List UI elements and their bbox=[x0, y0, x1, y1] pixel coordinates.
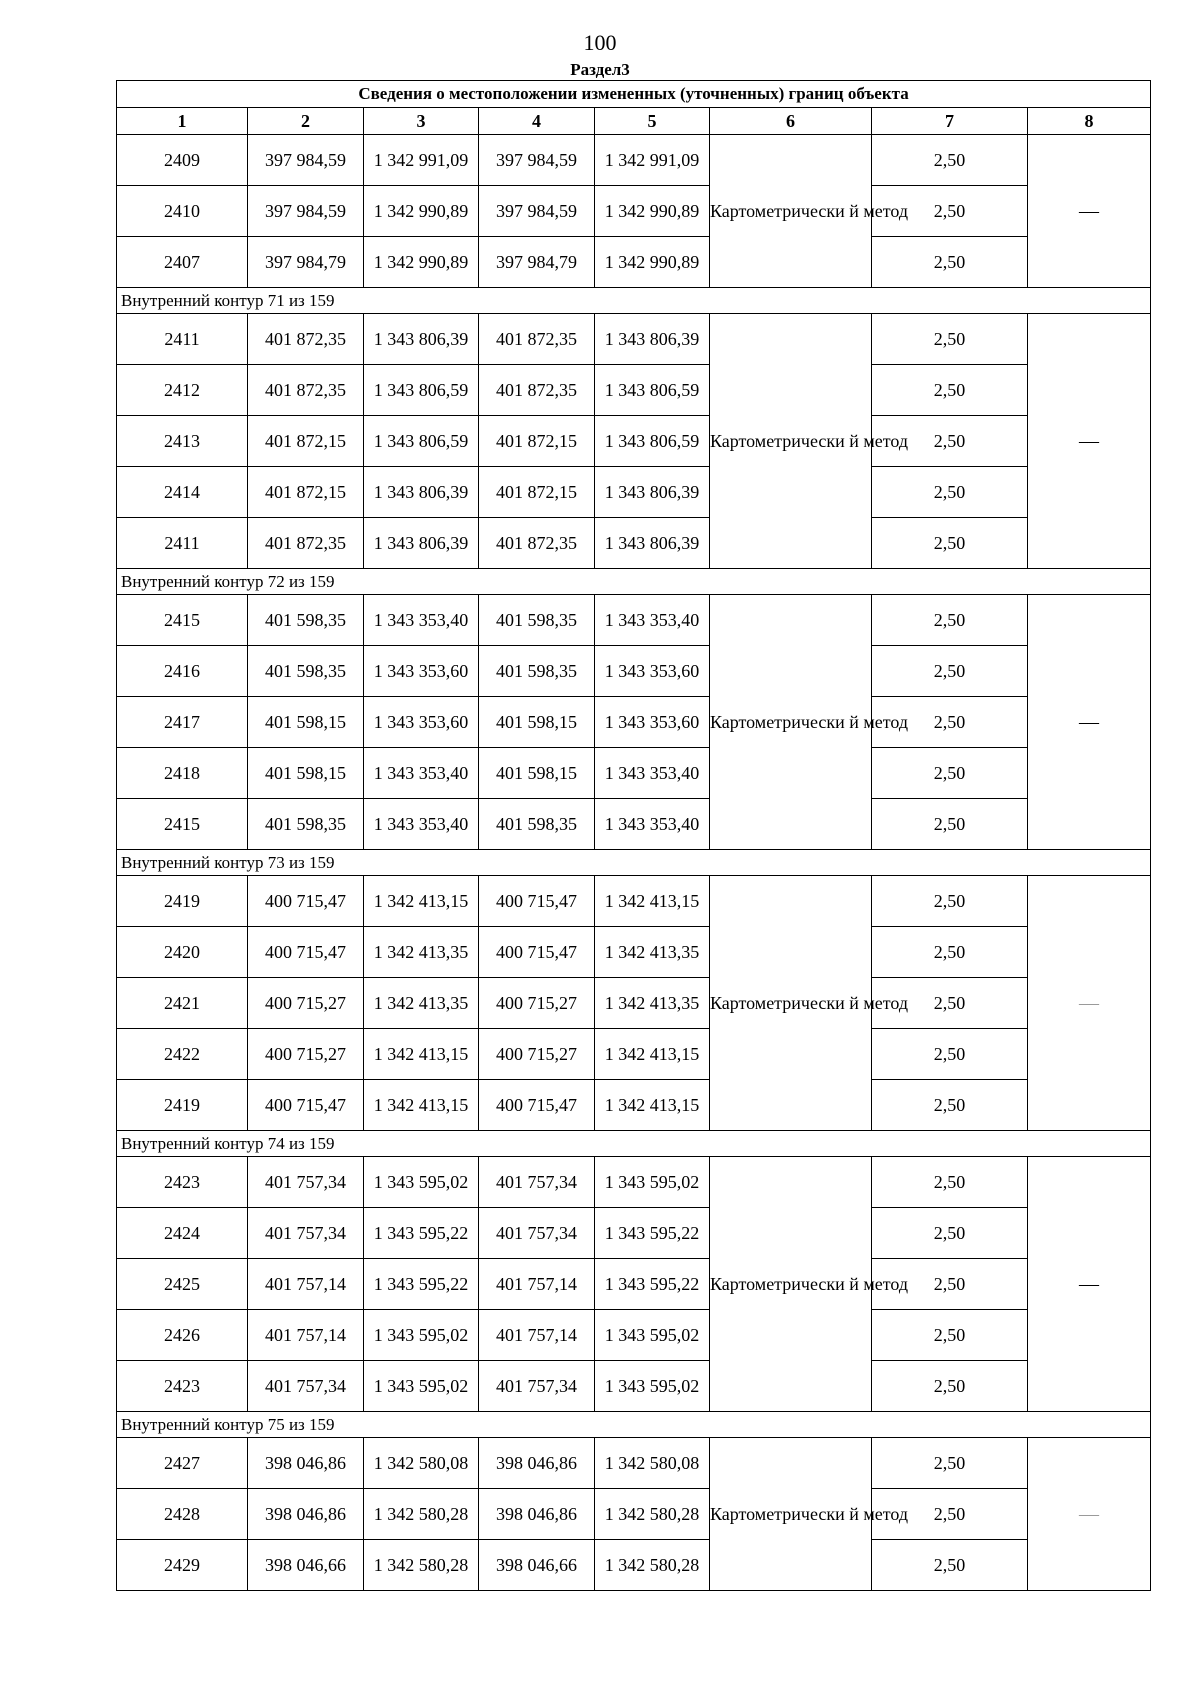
x-coordinate-cell: 401 757,34 bbox=[248, 1208, 364, 1259]
x-coordinate-new-cell: 401 598,15 bbox=[479, 697, 595, 748]
y-coordinate-cell: 1 342 413,35 bbox=[364, 978, 479, 1029]
contour-label: Внутренний контур 75 из 159 bbox=[117, 1412, 1151, 1438]
y-coordinate-cell: 1 343 595,22 bbox=[364, 1208, 479, 1259]
x-coordinate-new-cell: 400 715,47 bbox=[479, 876, 595, 927]
contour-label: Внутренний контур 73 из 159 bbox=[117, 850, 1151, 876]
point-number-cell: 2409 bbox=[117, 135, 248, 186]
y-coordinate-new-cell: 1 343 353,60 bbox=[595, 697, 710, 748]
y-coordinate-cell: 1 343 806,39 bbox=[364, 314, 479, 365]
column-number: 3 bbox=[364, 108, 479, 135]
x-coordinate-new-cell: 397 984,59 bbox=[479, 135, 595, 186]
accuracy-cell: 2,50 bbox=[872, 416, 1028, 467]
x-coordinate-cell: 397 984,59 bbox=[248, 186, 364, 237]
section-title: Раздел3 bbox=[570, 60, 630, 79]
point-number-cell: 2412 bbox=[117, 365, 248, 416]
table-row bbox=[117, 1540, 1151, 1591]
accuracy-cell: 2,50 bbox=[872, 1080, 1028, 1131]
y-coordinate-cell: 1 342 580,08 bbox=[364, 1438, 479, 1489]
contour-header-row bbox=[117, 569, 1151, 595]
point-number-cell: 2421 bbox=[117, 978, 248, 1029]
accuracy-cell: 2,50 bbox=[872, 646, 1028, 697]
accuracy-cell: 2,50 bbox=[872, 1438, 1028, 1489]
x-coordinate-cell: 401 757,34 bbox=[248, 1157, 364, 1208]
table-row bbox=[117, 799, 1151, 850]
y-coordinate-cell: 1 343 595,02 bbox=[364, 1310, 479, 1361]
x-coordinate-new-cell: 401 757,14 bbox=[479, 1259, 595, 1310]
y-coordinate-new-cell: 1 343 806,39 bbox=[595, 314, 710, 365]
table-row bbox=[117, 1438, 1151, 1489]
x-coordinate-new-cell: 401 598,35 bbox=[479, 646, 595, 697]
contour-label: Внутренний контур 71 из 159 bbox=[117, 288, 1151, 314]
y-coordinate-cell: 1 343 806,59 bbox=[364, 416, 479, 467]
table-row bbox=[117, 978, 1151, 1029]
note-cell bbox=[1028, 876, 1151, 1131]
x-coordinate-new-cell: 400 715,47 bbox=[479, 927, 595, 978]
x-coordinate-cell: 401 872,35 bbox=[248, 365, 364, 416]
accuracy-cell: 2,50 bbox=[872, 1259, 1028, 1310]
column-number: 5 bbox=[595, 108, 710, 135]
page-number: 100 bbox=[583, 30, 617, 55]
x-coordinate-new-cell: 400 715,27 bbox=[479, 978, 595, 1029]
y-coordinate-cell: 1 342 990,89 bbox=[364, 186, 479, 237]
y-coordinate-new-cell: 1 343 353,60 bbox=[595, 646, 710, 697]
point-number-cell: 2416 bbox=[117, 646, 248, 697]
accuracy-cell: 2,50 bbox=[872, 365, 1028, 416]
x-coordinate-cell: 398 046,86 bbox=[248, 1438, 364, 1489]
dash-mark: — bbox=[1079, 1272, 1100, 1295]
y-coordinate-cell: 1 343 595,02 bbox=[364, 1157, 479, 1208]
note-cell bbox=[1028, 314, 1151, 569]
x-coordinate-cell: 401 598,35 bbox=[248, 799, 364, 850]
table-row bbox=[117, 1489, 1151, 1540]
accuracy-cell: 2,50 bbox=[872, 1157, 1028, 1208]
table-row bbox=[117, 646, 1151, 697]
table-row bbox=[117, 927, 1151, 978]
x-coordinate-new-cell: 401 872,15 bbox=[479, 416, 595, 467]
y-coordinate-new-cell: 1 342 580,08 bbox=[595, 1438, 710, 1489]
point-number-cell: 2411 bbox=[117, 314, 248, 365]
y-coordinate-new-cell: 1 342 413,35 bbox=[595, 927, 710, 978]
x-coordinate-cell: 400 715,47 bbox=[248, 927, 364, 978]
accuracy-cell: 2,50 bbox=[872, 978, 1028, 1029]
x-coordinate-cell: 401 872,15 bbox=[248, 467, 364, 518]
y-coordinate-cell: 1 343 595,02 bbox=[364, 1361, 479, 1412]
point-number-cell: 2422 bbox=[117, 1029, 248, 1080]
contour-header-row bbox=[117, 288, 1151, 314]
table-row bbox=[117, 518, 1151, 569]
y-coordinate-new-cell: 1 343 595,22 bbox=[595, 1259, 710, 1310]
y-coordinate-new-cell: 1 343 806,39 bbox=[595, 467, 710, 518]
accuracy-cell: 2,50 bbox=[872, 748, 1028, 799]
point-number-cell: 2427 bbox=[117, 1438, 248, 1489]
y-coordinate-cell: 1 343 353,60 bbox=[364, 697, 479, 748]
x-coordinate-cell: 401 598,15 bbox=[248, 748, 364, 799]
y-coordinate-cell: 1 342 990,89 bbox=[364, 237, 479, 288]
point-number-cell: 2425 bbox=[117, 1259, 248, 1310]
x-coordinate-cell: 401 872,15 bbox=[248, 416, 364, 467]
method-cell: Картометрически й метод bbox=[710, 135, 872, 288]
x-coordinate-new-cell: 400 715,47 bbox=[479, 1080, 595, 1131]
x-coordinate-new-cell: 401 598,35 bbox=[479, 799, 595, 850]
point-number-cell: 2410 bbox=[117, 186, 248, 237]
table-row bbox=[117, 467, 1151, 518]
x-coordinate-new-cell: 401 872,35 bbox=[479, 518, 595, 569]
table-row bbox=[117, 697, 1151, 748]
accuracy-cell: 2,50 bbox=[872, 1310, 1028, 1361]
point-number-cell: 2415 bbox=[117, 799, 248, 850]
point-number-cell: 2420 bbox=[117, 927, 248, 978]
dash-mark: — bbox=[1079, 1502, 1100, 1525]
accuracy-cell: 2,50 bbox=[872, 927, 1028, 978]
note-cell bbox=[1028, 595, 1151, 850]
x-coordinate-new-cell: 401 872,15 bbox=[479, 467, 595, 518]
x-coordinate-cell: 401 757,14 bbox=[248, 1259, 364, 1310]
table-row bbox=[117, 1029, 1151, 1080]
accuracy-cell: 2,50 bbox=[872, 1208, 1028, 1259]
y-coordinate-cell: 1 342 991,09 bbox=[364, 135, 479, 186]
contour-label: Внутренний контур 72 из 159 bbox=[117, 569, 1151, 595]
dash-mark: — bbox=[1079, 710, 1100, 733]
dash-mark: — bbox=[1079, 991, 1100, 1014]
y-coordinate-cell: 1 343 353,60 bbox=[364, 646, 479, 697]
y-coordinate-new-cell: 1 343 806,59 bbox=[595, 365, 710, 416]
point-number-cell: 2415 bbox=[117, 595, 248, 646]
y-coordinate-new-cell: 1 342 413,15 bbox=[595, 1080, 710, 1131]
accuracy-cell: 2,50 bbox=[872, 876, 1028, 927]
dash-mark: — bbox=[1079, 199, 1100, 222]
y-coordinate-cell: 1 342 413,15 bbox=[364, 1080, 479, 1131]
x-coordinate-cell: 401 598,35 bbox=[248, 646, 364, 697]
column-number: 4 bbox=[479, 108, 595, 135]
accuracy-cell: 2,50 bbox=[872, 314, 1028, 365]
x-coordinate-cell: 397 984,79 bbox=[248, 237, 364, 288]
point-number-cell: 2429 bbox=[117, 1540, 248, 1591]
x-coordinate-cell: 401 598,35 bbox=[248, 595, 364, 646]
y-coordinate-new-cell: 1 343 353,40 bbox=[595, 595, 710, 646]
x-coordinate-new-cell: 400 715,27 bbox=[479, 1029, 595, 1080]
table-row bbox=[117, 1157, 1151, 1208]
y-coordinate-new-cell: 1 343 806,59 bbox=[595, 416, 710, 467]
y-coordinate-new-cell: 1 343 595,02 bbox=[595, 1157, 710, 1208]
accuracy-cell: 2,50 bbox=[872, 697, 1028, 748]
coordinates-table bbox=[116, 80, 1151, 1591]
x-coordinate-cell: 398 046,86 bbox=[248, 1489, 364, 1540]
contour-header-row bbox=[117, 1131, 1151, 1157]
x-coordinate-cell: 400 715,47 bbox=[248, 1080, 364, 1131]
y-coordinate-new-cell: 1 342 990,89 bbox=[595, 237, 710, 288]
point-number-cell: 2426 bbox=[117, 1310, 248, 1361]
y-coordinate-cell: 1 343 353,40 bbox=[364, 799, 479, 850]
x-coordinate-cell: 401 872,35 bbox=[248, 518, 364, 569]
column-number: 8 bbox=[1028, 108, 1151, 135]
y-coordinate-new-cell: 1 342 580,28 bbox=[595, 1540, 710, 1591]
x-coordinate-new-cell: 398 046,86 bbox=[479, 1489, 595, 1540]
y-coordinate-cell: 1 343 806,39 bbox=[364, 518, 479, 569]
x-coordinate-cell: 397 984,59 bbox=[248, 135, 364, 186]
table-row bbox=[117, 237, 1151, 288]
column-number-row bbox=[117, 108, 1151, 135]
x-coordinate-new-cell: 401 757,34 bbox=[479, 1361, 595, 1412]
accuracy-cell: 2,50 bbox=[872, 1361, 1028, 1412]
method-cell: Картометрически й метод bbox=[710, 595, 872, 850]
x-coordinate-new-cell: 398 046,86 bbox=[479, 1438, 595, 1489]
method-cell: Картометрически й метод bbox=[710, 1438, 872, 1591]
x-coordinate-cell: 400 715,47 bbox=[248, 876, 364, 927]
x-coordinate-new-cell: 401 598,15 bbox=[479, 748, 595, 799]
y-coordinate-new-cell: 1 342 413,35 bbox=[595, 978, 710, 1029]
x-coordinate-cell: 401 757,34 bbox=[248, 1361, 364, 1412]
point-number-cell: 2419 bbox=[117, 1080, 248, 1131]
accuracy-cell: 2,50 bbox=[872, 799, 1028, 850]
table-row bbox=[117, 1208, 1151, 1259]
contour-header-row bbox=[117, 850, 1151, 876]
y-coordinate-new-cell: 1 343 353,40 bbox=[595, 799, 710, 850]
contour-label: Внутренний контур 74 из 159 bbox=[117, 1131, 1151, 1157]
x-coordinate-cell: 400 715,27 bbox=[248, 978, 364, 1029]
table-row bbox=[117, 748, 1151, 799]
point-number-cell: 2417 bbox=[117, 697, 248, 748]
column-number: 2 bbox=[248, 108, 364, 135]
y-coordinate-new-cell: 1 342 413,15 bbox=[595, 1029, 710, 1080]
method-cell: Картометрически й метод bbox=[710, 876, 872, 1131]
y-coordinate-cell: 1 343 353,40 bbox=[364, 748, 479, 799]
method-cell: Картометрически й метод bbox=[710, 1157, 872, 1412]
x-coordinate-cell: 398 046,66 bbox=[248, 1540, 364, 1591]
point-number-cell: 2411 bbox=[117, 518, 248, 569]
table-row bbox=[117, 416, 1151, 467]
point-number-cell: 2428 bbox=[117, 1489, 248, 1540]
y-coordinate-new-cell: 1 343 595,02 bbox=[595, 1361, 710, 1412]
x-coordinate-new-cell: 401 872,35 bbox=[479, 314, 595, 365]
table-row bbox=[117, 595, 1151, 646]
dash-mark: — bbox=[1079, 429, 1100, 452]
accuracy-cell: 2,50 bbox=[872, 237, 1028, 288]
table-row bbox=[117, 1080, 1151, 1131]
contour-header-row bbox=[117, 1412, 1151, 1438]
method-cell: Картометрически й метод bbox=[710, 314, 872, 569]
y-coordinate-cell: 1 343 806,39 bbox=[364, 467, 479, 518]
y-coordinate-new-cell: 1 343 595,22 bbox=[595, 1208, 710, 1259]
accuracy-cell: 2,50 bbox=[872, 135, 1028, 186]
point-number-cell: 2413 bbox=[117, 416, 248, 467]
column-number: 6 bbox=[710, 108, 872, 135]
column-number: 7 bbox=[872, 108, 1028, 135]
note-cell bbox=[1028, 1157, 1151, 1412]
x-coordinate-new-cell: 401 757,34 bbox=[479, 1157, 595, 1208]
note-cell bbox=[1028, 135, 1151, 288]
accuracy-cell: 2,50 bbox=[872, 1540, 1028, 1591]
accuracy-cell: 2,50 bbox=[872, 595, 1028, 646]
accuracy-cell: 2,50 bbox=[872, 1029, 1028, 1080]
point-number-cell: 2407 bbox=[117, 237, 248, 288]
point-number-cell: 2414 bbox=[117, 467, 248, 518]
table-row bbox=[117, 365, 1151, 416]
accuracy-cell: 2,50 bbox=[872, 467, 1028, 518]
y-coordinate-new-cell: 1 343 353,40 bbox=[595, 748, 710, 799]
table-title: Сведения о местоположении измененных (уточненных) границ объекта bbox=[117, 81, 1151, 108]
accuracy-cell: 2,50 bbox=[872, 186, 1028, 237]
x-coordinate-new-cell: 401 757,14 bbox=[479, 1310, 595, 1361]
y-coordinate-cell: 1 342 413,15 bbox=[364, 1029, 479, 1080]
point-number-cell: 2423 bbox=[117, 1157, 248, 1208]
y-coordinate-new-cell: 1 342 990,89 bbox=[595, 186, 710, 237]
x-coordinate-cell: 400 715,27 bbox=[248, 1029, 364, 1080]
table-row bbox=[117, 1259, 1151, 1310]
accuracy-cell: 2,50 bbox=[872, 518, 1028, 569]
y-coordinate-cell: 1 342 413,35 bbox=[364, 927, 479, 978]
table-row bbox=[117, 1361, 1151, 1412]
x-coordinate-new-cell: 397 984,59 bbox=[479, 186, 595, 237]
y-coordinate-cell: 1 342 580,28 bbox=[364, 1540, 479, 1591]
table-row bbox=[117, 186, 1151, 237]
y-coordinate-new-cell: 1 342 991,09 bbox=[595, 135, 710, 186]
table-row bbox=[117, 876, 1151, 927]
point-number-cell: 2423 bbox=[117, 1361, 248, 1412]
point-number-cell: 2424 bbox=[117, 1208, 248, 1259]
y-coordinate-cell: 1 343 595,22 bbox=[364, 1259, 479, 1310]
column-number: 1 bbox=[117, 108, 248, 135]
y-coordinate-cell: 1 342 413,15 bbox=[364, 876, 479, 927]
table-row bbox=[117, 135, 1151, 186]
y-coordinate-new-cell: 1 343 806,39 bbox=[595, 518, 710, 569]
y-coordinate-cell: 1 342 580,28 bbox=[364, 1489, 479, 1540]
x-coordinate-cell: 401 872,35 bbox=[248, 314, 364, 365]
x-coordinate-cell: 401 598,15 bbox=[248, 697, 364, 748]
y-coordinate-cell: 1 343 353,40 bbox=[364, 595, 479, 646]
y-coordinate-cell: 1 343 806,59 bbox=[364, 365, 479, 416]
x-coordinate-new-cell: 401 872,35 bbox=[479, 365, 595, 416]
accuracy-cell: 2,50 bbox=[872, 1489, 1028, 1540]
x-coordinate-new-cell: 398 046,66 bbox=[479, 1540, 595, 1591]
y-coordinate-new-cell: 1 342 413,15 bbox=[595, 876, 710, 927]
x-coordinate-new-cell: 397 984,79 bbox=[479, 237, 595, 288]
point-number-cell: 2419 bbox=[117, 876, 248, 927]
y-coordinate-new-cell: 1 342 580,28 bbox=[595, 1489, 710, 1540]
x-coordinate-new-cell: 401 757,34 bbox=[479, 1208, 595, 1259]
point-number-cell: 2418 bbox=[117, 748, 248, 799]
table-row bbox=[117, 1310, 1151, 1361]
note-cell bbox=[1028, 1438, 1151, 1591]
table-row bbox=[117, 314, 1151, 365]
x-coordinate-new-cell: 401 598,35 bbox=[479, 595, 595, 646]
x-coordinate-cell: 401 757,14 bbox=[248, 1310, 364, 1361]
y-coordinate-new-cell: 1 343 595,02 bbox=[595, 1310, 710, 1361]
